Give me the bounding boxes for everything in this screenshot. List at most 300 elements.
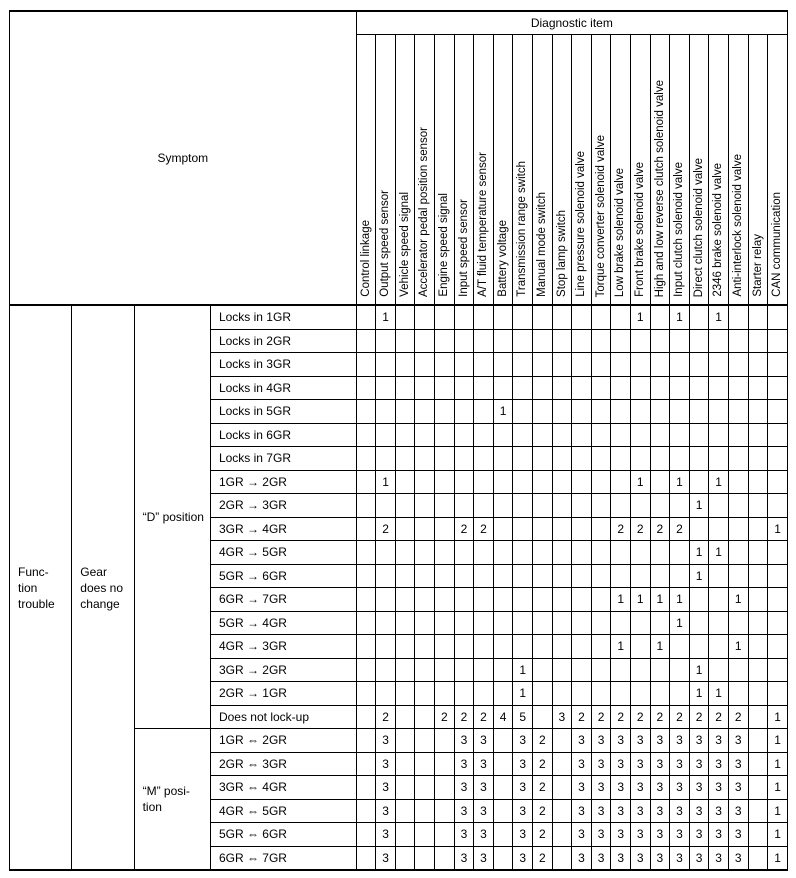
diagnostic-item-label: Control linkage	[359, 220, 372, 297]
value-cell	[591, 353, 611, 377]
symptom-cell: 3GR ⇔ 4GR	[210, 776, 356, 800]
symptom-cell: 3GR → 2GR	[210, 658, 356, 682]
value-cell: 1	[630, 305, 650, 329]
symptom-cell: Does not lock-up	[210, 705, 356, 729]
symptom-cell: 5GR → 6GR	[210, 564, 356, 588]
value-cell	[493, 846, 513, 870]
value-cell	[454, 564, 474, 588]
value-cell: 3	[728, 729, 748, 753]
value-cell	[728, 470, 748, 494]
value-cell	[513, 588, 533, 612]
symptom-cell: Locks in 2GR	[210, 329, 356, 353]
value-cell	[689, 376, 709, 400]
value-cell	[591, 447, 611, 471]
value-cell: 3	[591, 776, 611, 800]
value-cell	[435, 517, 455, 541]
value-cell	[395, 776, 415, 800]
value-cell: 1	[670, 588, 690, 612]
value-cell	[356, 729, 376, 753]
value-cell: 1	[728, 635, 748, 659]
value-cell: 3	[611, 799, 631, 823]
value-cell	[415, 729, 435, 753]
value-cell	[376, 353, 396, 377]
value-cell	[552, 658, 572, 682]
value-cell: 2	[709, 705, 729, 729]
value-cell	[533, 564, 553, 588]
value-cell	[415, 682, 435, 706]
value-cell	[748, 799, 768, 823]
symptom-cell: 2GR → 1GR	[210, 682, 356, 706]
value-cell	[533, 305, 553, 329]
diagnostic-item-header-cell	[454, 35, 474, 306]
diagnostic-item-label: Torque converter solenoid valve	[594, 134, 607, 297]
value-cell: 3	[670, 729, 690, 753]
value-cell	[748, 541, 768, 565]
value-cell	[728, 353, 748, 377]
value-cell	[376, 564, 396, 588]
value-cell	[611, 376, 631, 400]
diagnostic-item-header-cell	[728, 35, 748, 306]
value-cell	[611, 305, 631, 329]
value-cell	[709, 329, 729, 353]
value-cell	[748, 658, 768, 682]
diagnostic-item-label: Output speed sensor	[379, 190, 392, 297]
value-cell	[630, 353, 650, 377]
value-cell	[591, 494, 611, 518]
value-cell	[572, 658, 592, 682]
diagnostic-item-header-cell	[591, 35, 611, 306]
value-cell	[435, 541, 455, 565]
value-cell	[356, 517, 376, 541]
value-cell	[415, 564, 435, 588]
value-cell: 3	[728, 823, 748, 847]
diagnostic-item-label: A/T fluid temperature sensor	[477, 152, 490, 297]
value-cell: 1	[709, 470, 729, 494]
value-cell	[709, 353, 729, 377]
value-cell: 1	[768, 705, 788, 729]
value-cell	[474, 682, 494, 706]
value-cell	[493, 752, 513, 776]
value-cell: 3	[611, 823, 631, 847]
value-cell	[689, 517, 709, 541]
value-cell: 3	[454, 846, 474, 870]
value-cell: 3	[709, 776, 729, 800]
value-cell	[493, 799, 513, 823]
symptom-header: Symptom	[10, 11, 357, 305]
value-cell	[689, 305, 709, 329]
value-cell: 3	[572, 729, 592, 753]
value-cell: 3	[572, 846, 592, 870]
value-cell: 3	[728, 752, 748, 776]
value-cell	[376, 400, 396, 424]
diagnostic-item-label: Front brake solenoid valve	[633, 162, 646, 297]
value-cell	[376, 541, 396, 565]
value-cell	[415, 447, 435, 471]
diagnostic-item-label: Manual mode switch	[536, 192, 548, 297]
value-cell	[435, 658, 455, 682]
value-cell: 3	[630, 729, 650, 753]
value-cell	[454, 329, 474, 353]
value-cell	[552, 305, 572, 329]
value-cell	[395, 470, 415, 494]
value-cell	[533, 400, 553, 424]
value-cell	[454, 353, 474, 377]
value-cell	[435, 423, 455, 447]
value-cell	[415, 329, 435, 353]
value-cell	[513, 517, 533, 541]
value-cell: 3	[728, 846, 748, 870]
value-cell	[728, 541, 748, 565]
value-cell	[572, 541, 592, 565]
value-cell	[395, 823, 415, 847]
value-cell	[395, 517, 415, 541]
value-cell: 2	[533, 799, 553, 823]
value-cell	[395, 846, 415, 870]
value-cell	[395, 588, 415, 612]
value-cell	[493, 635, 513, 659]
symptom-cell: Locks in 1GR	[210, 305, 356, 329]
value-cell	[533, 658, 553, 682]
value-cell	[356, 776, 376, 800]
diagnostic-item-header-cell	[376, 35, 396, 306]
value-cell	[670, 376, 690, 400]
value-cell	[395, 329, 415, 353]
symptom-cell: 1GR ⇔ 2GR	[210, 729, 356, 753]
value-cell: 2	[650, 705, 670, 729]
value-cell: 3	[689, 799, 709, 823]
value-cell	[395, 658, 415, 682]
value-cell: 3	[689, 823, 709, 847]
value-cell	[513, 329, 533, 353]
value-cell	[748, 635, 768, 659]
value-cell	[748, 682, 768, 706]
value-cell: 3	[474, 776, 494, 800]
value-cell	[356, 494, 376, 518]
value-cell: 3	[650, 846, 670, 870]
diagnostic-item-header-cell	[513, 35, 533, 306]
symptom-cell: Locks in 6GR	[210, 423, 356, 447]
value-cell: 3	[630, 752, 650, 776]
diagnostic-item-label: Transmission range switch	[516, 161, 529, 297]
value-cell	[650, 423, 670, 447]
value-cell	[709, 635, 729, 659]
value-cell: 1	[768, 752, 788, 776]
value-cell: 1	[768, 799, 788, 823]
value-cell	[395, 752, 415, 776]
value-cell	[650, 447, 670, 471]
category-cell: Func- tion trouble	[10, 305, 72, 870]
value-cell	[435, 329, 455, 353]
value-cell	[552, 823, 572, 847]
value-cell	[611, 564, 631, 588]
diagnostic-item-header-cell	[670, 35, 690, 306]
value-cell: 2	[572, 705, 592, 729]
value-cell	[395, 494, 415, 518]
value-cell	[415, 658, 435, 682]
value-cell: 3	[552, 705, 572, 729]
value-cell	[689, 400, 709, 424]
value-cell	[435, 729, 455, 753]
value-cell	[748, 447, 768, 471]
value-cell	[395, 423, 415, 447]
value-cell	[689, 635, 709, 659]
value-cell	[493, 305, 513, 329]
value-cell: 1	[768, 729, 788, 753]
value-cell: 3	[513, 729, 533, 753]
value-cell	[356, 376, 376, 400]
diagnostic-item-header-cell	[650, 35, 670, 306]
value-cell	[376, 658, 396, 682]
value-cell	[670, 353, 690, 377]
value-cell	[513, 353, 533, 377]
value-cell	[552, 447, 572, 471]
value-cell	[670, 329, 690, 353]
value-cell	[474, 447, 494, 471]
value-cell	[591, 588, 611, 612]
value-cell	[395, 447, 415, 471]
value-cell: 1	[630, 470, 650, 494]
value-cell	[572, 517, 592, 541]
value-cell	[572, 682, 592, 706]
value-cell	[591, 541, 611, 565]
diagnostic-item-label: Anti-interlock solenoid valve	[731, 154, 744, 297]
value-cell: 1	[650, 635, 670, 659]
value-cell	[709, 517, 729, 541]
value-cell: 3	[572, 752, 592, 776]
value-cell	[572, 423, 592, 447]
diagnostic-item-header-cell	[768, 35, 788, 306]
value-cell	[728, 447, 748, 471]
value-cell	[768, 611, 788, 635]
value-cell	[552, 588, 572, 612]
value-cell: 2	[630, 705, 650, 729]
value-cell: 3	[572, 823, 592, 847]
value-cell	[533, 470, 553, 494]
value-cell: 2	[435, 705, 455, 729]
diagnostic-item-header-cell	[474, 35, 494, 306]
value-cell	[670, 447, 690, 471]
value-cell	[435, 470, 455, 494]
value-cell	[630, 564, 650, 588]
value-cell	[748, 517, 768, 541]
value-cell	[630, 682, 650, 706]
value-cell	[728, 494, 748, 518]
value-cell: 3	[689, 729, 709, 753]
diagnostic-item-header-cell	[533, 35, 553, 306]
value-cell: 3	[376, 752, 396, 776]
value-cell	[611, 470, 631, 494]
value-cell	[395, 564, 415, 588]
value-cell: 4	[493, 705, 513, 729]
value-cell: 3	[650, 752, 670, 776]
value-cell	[748, 329, 768, 353]
value-cell	[356, 447, 376, 471]
value-cell	[552, 752, 572, 776]
value-cell	[670, 635, 690, 659]
value-cell	[474, 353, 494, 377]
value-cell	[415, 752, 435, 776]
value-cell: 3	[474, 799, 494, 823]
value-cell: 1	[630, 588, 650, 612]
value-cell	[709, 494, 729, 518]
value-cell	[533, 329, 553, 353]
value-cell: 3	[513, 846, 533, 870]
value-cell	[572, 305, 592, 329]
value-cell	[356, 564, 376, 588]
value-cell	[768, 423, 788, 447]
value-cell	[435, 823, 455, 847]
value-cell: 3	[728, 799, 748, 823]
value-cell	[709, 658, 729, 682]
value-cell	[552, 329, 572, 353]
diagnostic-item-label: Direct clutch solenoid valve	[692, 157, 705, 297]
value-cell	[630, 329, 650, 353]
value-cell	[415, 400, 435, 424]
value-cell: 2	[670, 517, 690, 541]
value-cell: 2	[474, 705, 494, 729]
value-cell: 1	[376, 305, 396, 329]
value-cell: 3	[513, 776, 533, 800]
value-cell	[650, 376, 670, 400]
value-cell	[435, 611, 455, 635]
value-cell	[513, 494, 533, 518]
value-cell: 3	[474, 823, 494, 847]
value-cell	[630, 494, 650, 518]
value-cell	[415, 705, 435, 729]
value-cell	[533, 353, 553, 377]
value-cell	[474, 423, 494, 447]
value-cell	[650, 400, 670, 424]
value-cell: 3	[376, 729, 396, 753]
value-cell	[376, 611, 396, 635]
value-cell	[474, 588, 494, 612]
value-cell	[435, 353, 455, 377]
value-cell: 3	[474, 752, 494, 776]
value-cell: 2	[630, 517, 650, 541]
value-cell	[728, 658, 748, 682]
value-cell	[572, 588, 592, 612]
table-row	[10, 305, 788, 329]
value-cell	[768, 353, 788, 377]
value-cell	[709, 611, 729, 635]
value-cell	[748, 353, 768, 377]
value-cell: 2	[611, 705, 631, 729]
value-cell	[454, 541, 474, 565]
value-cell	[591, 376, 611, 400]
value-cell: 3	[709, 799, 729, 823]
value-cell	[415, 799, 435, 823]
value-cell: 1	[709, 305, 729, 329]
value-cell	[435, 682, 455, 706]
value-cell	[493, 494, 513, 518]
value-cell	[513, 447, 533, 471]
value-cell: 3	[728, 776, 748, 800]
value-cell	[356, 635, 376, 659]
value-cell	[670, 423, 690, 447]
value-cell: 3	[454, 729, 474, 753]
value-cell: 3	[630, 799, 650, 823]
value-cell	[533, 635, 553, 659]
value-cell	[748, 564, 768, 588]
value-cell	[748, 752, 768, 776]
value-cell	[552, 729, 572, 753]
value-cell	[474, 541, 494, 565]
value-cell: 3	[454, 752, 474, 776]
value-cell: 1	[709, 682, 729, 706]
symptom-cell: Locks in 4GR	[210, 376, 356, 400]
value-cell: 2	[689, 705, 709, 729]
value-cell	[376, 447, 396, 471]
value-cell	[650, 329, 670, 353]
diagnostic-item-header-cell	[689, 35, 709, 306]
value-cell	[650, 541, 670, 565]
diagnostic-item-label: Line pressure solenoid valve	[575, 151, 588, 297]
value-cell	[670, 564, 690, 588]
value-cell	[474, 564, 494, 588]
value-cell	[474, 329, 494, 353]
value-cell	[513, 541, 533, 565]
value-cell	[768, 400, 788, 424]
value-cell: 3	[630, 846, 650, 870]
value-cell: 3	[689, 752, 709, 776]
value-cell	[533, 423, 553, 447]
value-cell	[435, 799, 455, 823]
value-cell	[709, 447, 729, 471]
value-cell	[493, 823, 513, 847]
value-cell	[493, 776, 513, 800]
value-cell	[572, 376, 592, 400]
value-cell	[493, 541, 513, 565]
value-cell	[591, 305, 611, 329]
value-cell	[356, 353, 376, 377]
value-cell	[591, 517, 611, 541]
value-cell	[395, 376, 415, 400]
value-cell: 3	[474, 729, 494, 753]
value-cell: 3	[376, 846, 396, 870]
value-cell: 3	[650, 776, 670, 800]
diagnostic-item-label: Accelerator pedal position sensor	[418, 126, 431, 297]
diagnostic-item-header-cell	[552, 35, 572, 306]
diagnostic-item-header-cell	[435, 35, 455, 306]
value-cell	[474, 494, 494, 518]
value-cell	[435, 447, 455, 471]
value-cell: 3	[689, 776, 709, 800]
value-cell	[415, 776, 435, 800]
value-cell	[376, 423, 396, 447]
value-cell	[650, 564, 670, 588]
value-cell	[533, 447, 553, 471]
value-cell	[356, 470, 376, 494]
value-cell	[533, 517, 553, 541]
value-cell: 2	[474, 517, 494, 541]
value-cell	[728, 564, 748, 588]
value-cell: 1	[650, 588, 670, 612]
value-cell	[454, 305, 474, 329]
value-cell	[435, 846, 455, 870]
value-cell	[630, 658, 650, 682]
value-cell	[552, 846, 572, 870]
value-cell	[435, 588, 455, 612]
diagnostic-item-header-cell	[356, 35, 376, 306]
value-cell: 3	[572, 776, 592, 800]
value-cell	[650, 494, 670, 518]
value-cell	[493, 682, 513, 706]
value-cell	[630, 423, 650, 447]
value-cell: 1	[689, 541, 709, 565]
value-cell	[474, 305, 494, 329]
value-cell: 2	[533, 846, 553, 870]
value-cell	[748, 376, 768, 400]
